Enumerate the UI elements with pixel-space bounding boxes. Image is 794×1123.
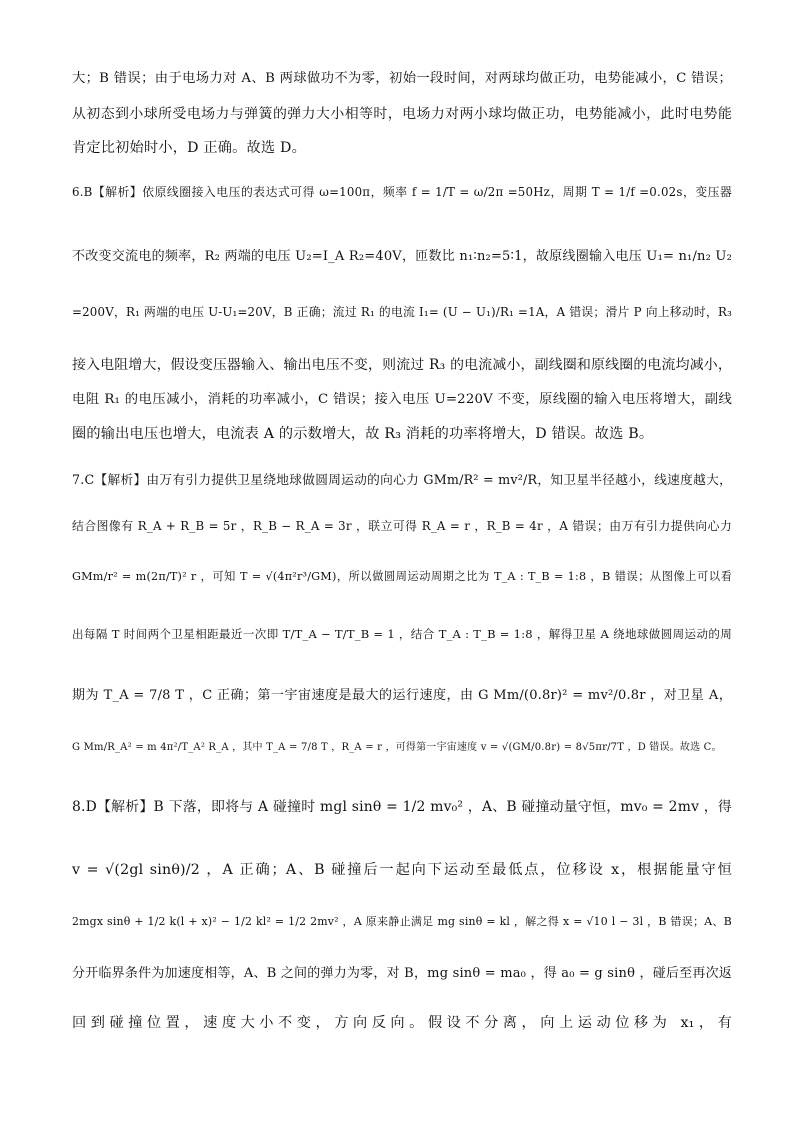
text-line-14: 期为 T_A = 7/8 T ，C 正确；第一宇宙速度是最大的运行速度，由 G Mm/(0.8r)² = mv²/0.8r ，对卫星 A， bbox=[72, 688, 732, 703]
text-line-1: 大；B 错误；由于电场力对 A、B 两球做功不为零，初始一段时间，对两球均做正功，电势能减小，C 错误； bbox=[72, 71, 732, 86]
text-line-17: v = √(2gl sinθ)/2 ，A 正确；A、B 碰撞后一起向下运动至最低点，位移设 x，根据能量守恒 bbox=[72, 862, 732, 878]
text-line-2: 从初态到小球所受电场力与弹簧的弹力大小相等时，电场力对两小球均做正功，电势能减小，此时电势能 bbox=[72, 106, 732, 122]
text-line-9: 圈的输出电压也增大，电流表 A 的示数增大，故 R₃ 消耗的功率将增大，D 错误。故选 B。 bbox=[72, 426, 654, 442]
text-line-5: 不改变交流电的频率，R₂ 两端的电压 U₂=I_A R₂=40V，匝数比 n₁∶n₂=5∶1，故原线圈输入电压 U₁= n₁/n₂ U₂ bbox=[72, 249, 732, 264]
text-line-12: GMm/r² = m(2π/T)² r ，可知 T = √(4π²r³/GM)，所以做圆周运动周期之比为 T_A : T_B = 1:8 ，B 错误；从图像上可以看 bbox=[72, 570, 732, 583]
text-line-13: 出每隔 T 时间两个卫星相距最近一次即 T/T_A − T/T_B = 1 ，结合 T_A : T_B = 1:8 ，解得卫星 A 绕地球做圆周运动的周 bbox=[72, 627, 732, 641]
text-line-4: 6.B【解析】依原线圈接入电压的表达式可得 ω=100π，频率 f = 1/T = ω/2π =50Hz，周期 T = 1/f =0.02s，变压器 bbox=[72, 185, 732, 199]
text-line-20: 回到碰撞位置，速度大小不变，方向反向。假设不分离，向上运动位移为 x₁，有 bbox=[72, 1015, 732, 1031]
text-line-10: 7.C【解析】由万有引力提供卫星绕地球做圆周运动的向心力 GMm/R² = mv²/R，知卫星半径越小，线速度越大， bbox=[72, 472, 732, 487]
text-line-15: G Mm/R_A² = m 4π²/T_A² R_A ，其中 T_A = 7/8 T ，R_A = r ，可得第一宇宙速度 v = √(GM/0.8r) = 8√5πr/7T ，D 错误。故选 C。 bbox=[72, 742, 722, 753]
text-line-16: 8.D【解析】B 下落，即将与 A 碰撞时 mgl sinθ = 1/2 mv₀² ，A、B 碰撞动量守恒，mv₀ = 2mv ，得 bbox=[72, 799, 732, 815]
text-line-18: 2mgx sinθ + 1/2 k(l + x)² − 1/2 kl² = 1/2 2mv² ，A 原来静止满足 mg sinθ = kl ，解之得 x = √10 l − 3l ，B 错误；A、B bbox=[72, 915, 732, 928]
text-line-19: 分开临界条件为加速度相等，A、B 之间的弹力为零，对 B，mg sinθ = ma₀ ，得 a₀ = g sinθ ，碰后至再次返 bbox=[72, 966, 732, 981]
text-line-11: 结合图像有 R_A + R_B = 5r ，R_B − R_A = 3r ，联立可得 R_A = r ，R_B = 4r ，A 错误；由万有引力提供向心力 bbox=[72, 519, 732, 533]
text-line-6: =200V，R₁ 两端的电压 U-U₁=20V，B 正确；流过 R₁ 的电流 I₁= (U − U₁)/R₁ =1A，A 错误；滑片 P 向上移动时，R₃ bbox=[72, 305, 732, 319]
text-line-8: 电阻 R₁ 的电压减小，消耗的功率减小，C 错误；接入电压 U=220V 不变，原线圈的输入电压将增大，副线 bbox=[72, 392, 732, 407]
text-line-3: 肯定比初始时小，D 正确。故选 D。 bbox=[72, 140, 306, 156]
text-line-7: 接入电阻增大，假设变压器输入、输出电压不变，则流过 R₃ 的电流减小，副线圈和原线圈的电流均减小， bbox=[72, 357, 732, 373]
